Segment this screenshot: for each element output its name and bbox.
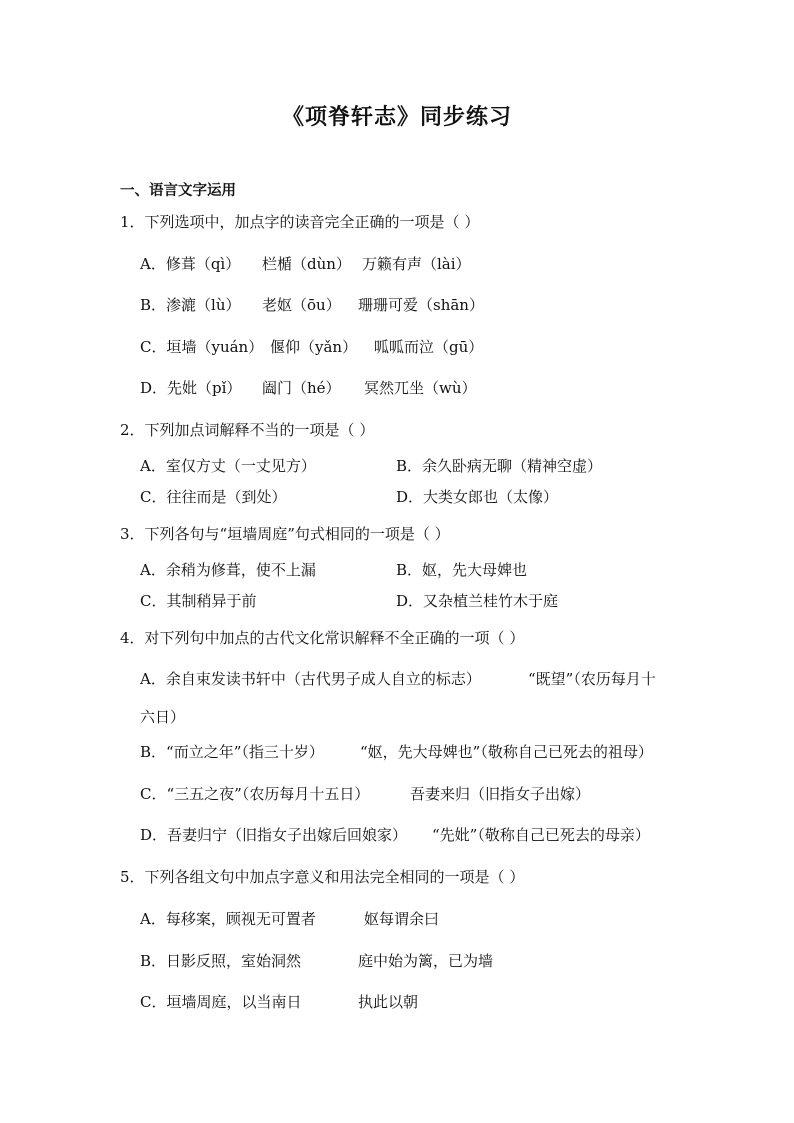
option-part: A．修葺（qì） <box>140 255 241 273</box>
question-3-option-a: A．余稍为修葺，使不上漏 <box>140 561 316 579</box>
section-heading: 一、语言文字运用 <box>120 182 236 199</box>
question-3-stem: 3．下列各句与“垣墙周庭”句式相同的一项是（ ） <box>120 525 450 543</box>
option-part: 庭中始为篱，已为墙 <box>358 952 494 970</box>
question-3-option-d: D．又杂植兰桂竹木于庭 <box>396 592 559 610</box>
question-3-option-b: B．妪，先大母婢也 <box>396 561 528 579</box>
option-part: 妪每谓余曰 <box>364 910 440 928</box>
option-part: “妪，先大母婢也”（敬称自己已死去的祖母） <box>360 743 653 761</box>
question-4-option-b <box>140 742 653 762</box>
option-part: B．“而立之年”（指三十岁） <box>140 743 324 761</box>
option-part: 执此以朝 <box>358 993 419 1011</box>
option-part: D．吾妻归宁（旧指女子出嫁后回娘家） <box>140 826 408 844</box>
question-4-stem: 4．对下列句中加点的古代文化常识解释不全正确的一项（ ） <box>120 629 525 647</box>
question-4-option-a <box>140 669 656 689</box>
question-1-option-b <box>140 295 484 315</box>
option-part: D．先妣（pǐ） <box>140 379 242 397</box>
option-part: 冥然兀坐（wù） <box>364 379 477 397</box>
question-2-stem: 2．下列加点词解释不当的一项是（ ） <box>120 421 375 439</box>
question-4-option-c <box>140 784 590 804</box>
question-4-option-a-continued: 六日） <box>140 708 186 726</box>
option-part: A．余自束发读书轩中（古代男子成人自立的标志） <box>140 670 481 688</box>
question-2-option-c: C．往往而是（到处） <box>140 488 287 506</box>
question-5-stem: 5．下列各组文句中加点字意义和用法完全相同的一项是（ ） <box>120 868 525 886</box>
option-part: A．每移案，顾视无可置者 <box>140 910 316 928</box>
option-part: 阖门（hé） <box>262 379 341 397</box>
question-2-option-d: D．大类女郎也（太像） <box>396 488 559 506</box>
question-1-option-a <box>140 254 471 274</box>
option-part: 老妪（ōu） <box>262 296 341 314</box>
page-title: 《项脊轩志》同步练习 <box>281 104 512 130</box>
question-5-option-b <box>140 951 493 971</box>
option-part: “先妣”（敬称自己已死去的母亲） <box>432 826 650 844</box>
option-part: 珊珊可爱（shān） <box>358 296 484 314</box>
option-part: C．“三五之夜”（农历每月十五日） <box>140 785 370 803</box>
option-part: 偃仰（yǎn） <box>270 338 358 356</box>
option-part: 吾妻来归（旧指女子出嫁） <box>410 785 591 803</box>
question-5-option-c <box>140 992 418 1012</box>
option-part: C．垣墙周庭，以当南日 <box>140 993 302 1011</box>
option-part: C．垣墙（yuán） <box>140 338 264 356</box>
question-1-option-c <box>140 337 483 357</box>
question-1-option-d <box>140 378 477 398</box>
question-2-option-b: B．余久卧病无聊（精神空虚） <box>396 457 603 475</box>
question-3-option-c: C．其制稍异于前 <box>140 592 257 610</box>
question-5-option-a <box>140 909 439 929</box>
option-part: 万籁有声（lài） <box>362 255 471 273</box>
option-part: “既望”（农历每月十 <box>528 670 656 688</box>
option-part: B．日影反照，室始洞然 <box>140 952 302 970</box>
option-part: 呱呱而泣（gū） <box>374 338 484 356</box>
option-part: B．渗漉（lù） <box>140 296 241 314</box>
option-part: 栏楯（dùn） <box>262 255 351 273</box>
question-1-stem: 1．下列选项中，加点字的读音完全正确的一项是（ ） <box>120 213 480 231</box>
question-2-option-a: A．室仅方丈（一丈见方） <box>140 457 316 475</box>
question-4-option-d <box>140 825 650 845</box>
